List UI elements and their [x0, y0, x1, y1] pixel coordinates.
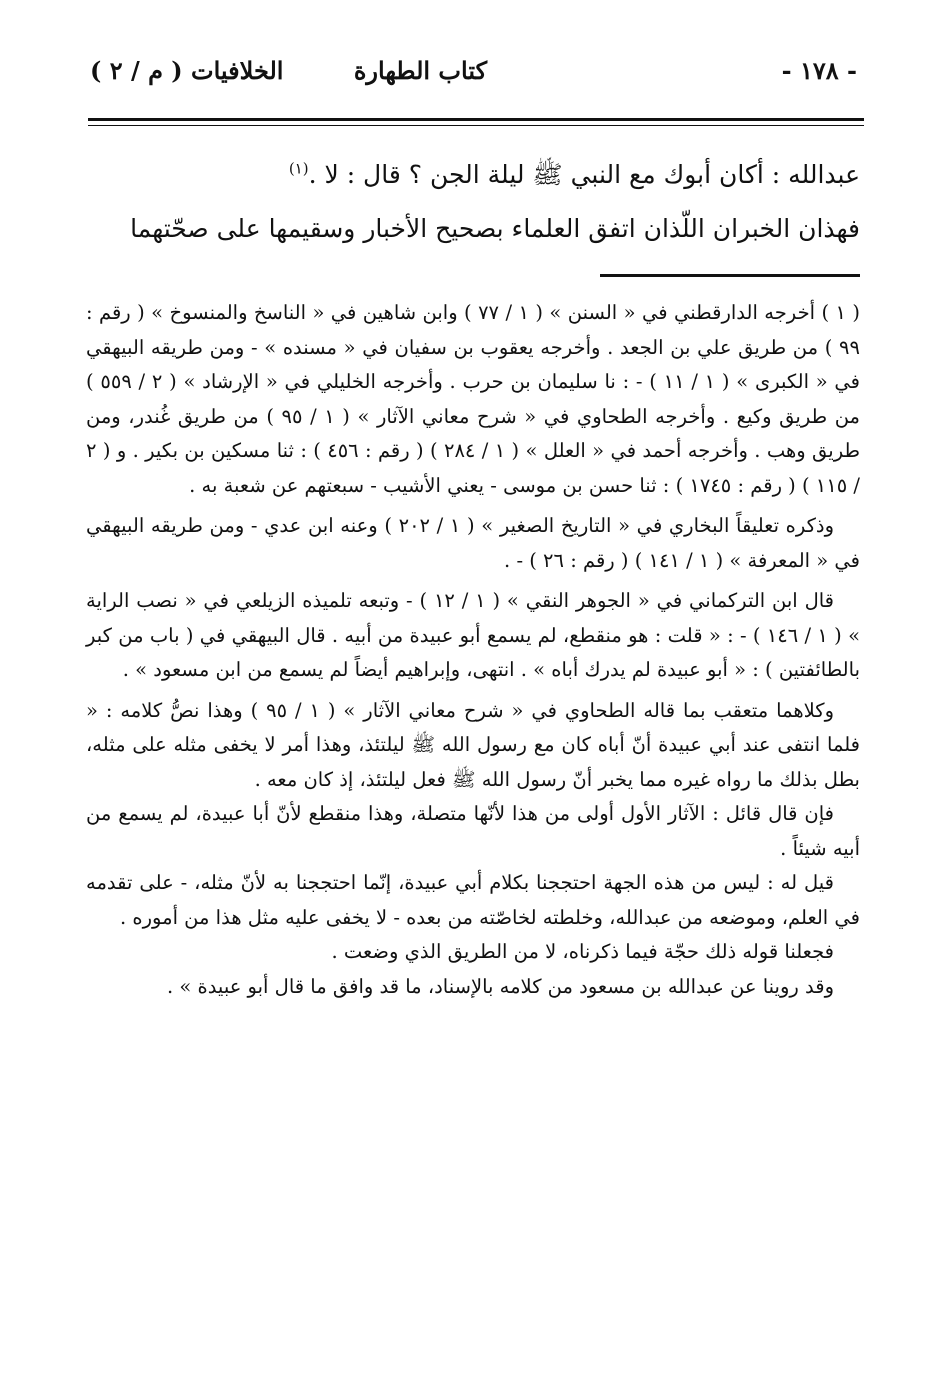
page-number: - ١٧٨ -	[781, 56, 857, 85]
header-rule-thick	[88, 118, 864, 121]
section-title: الخلافيات ( م / ٢ )	[90, 56, 284, 85]
footnote-reference: (١)	[288, 159, 309, 178]
footnote-paragraph: قال ابن التركماني في « الجوهر النقي » ( ١ / ١٢ ) - وتبعه تلميذه الزيلعي في « نصب الراية » ( ١ / ١٤٦ ) - : « قلت : هو منقطع، لم يسمع أبو عبيدة من أبيه . قال البيهقي في ( باب من كبر بالطائفتين ) : « أبو عبيدة لم يدرك أباه » . انتهى، وإبراهيم أيضاً لم يسمع من ابن مسعود » .	[86, 589, 861, 681]
footnotes	[86, 296, 860, 1004]
page-header	[90, 50, 857, 94]
footnote-paragraph: وذكره تعليقاً البخاري في « التاريخ الصغير » ( ١ / ٢٠٢ ) وعنه ابن عدي - ومن طريقه البيهقي في « المعرفة » ( ١ / ١٤١ ) ( رقم : ٢٦ ) - .	[86, 514, 860, 572]
footnote-separator	[600, 274, 860, 277]
main-line-text: عبدالله : أكان أبوك مع النبي ﷺ ليلة الجن ؟ قال : لا .	[308, 160, 860, 189]
main-line	[86, 148, 860, 202]
header-rule-thin	[88, 125, 864, 126]
footnote-paragraph: وقد روينا عن عبدالله بن مسعود من كلامه بالإسناد، ما قد وافق ما قال أبو عبيدة » .	[166, 974, 834, 998]
footnote-paragraph: فجعلنا قوله ذلك حجّة فيما ذكرناه، لا من الطريق الذي وضعت .	[331, 940, 834, 963]
footnote-paragraph: فإن قال قائل : الآثار الأول أولى من هذا لأنّها متصلة، وهذا منقطع لأنّ أبا عبيدة، لم يسمع من أبيه شيئاً .	[86, 802, 860, 860]
main-line: فهذان الخبران اللّذان اتفق العلماء بصحيح الأخبار وسقيمها على صحّتهما	[130, 214, 860, 243]
footnote-paragraph: قيل له : ليس من هذه الجهة احتججنا بكلام أبي عبيدة، إنّما احتججنا به لأنّ مثله، - على تقدمه في العلم، وموضعه من عبدالله، وخلطته لخاصّته من بعده - لا يخفى عليه مثل هذا من أموره .	[86, 871, 860, 929]
main-text	[86, 148, 860, 256]
footnote-paragraph: ( ١ ) أخرجه الدارقطني في « السنن » ( ١ / ٧٧ ) وابن شاهين في « الناسخ والمنسوخ » ( رقم : ٩٩ ) من طريق علي بن الجعد . وأخرجه يعقوب بن سفيان في « مسنده » - ومن طريقه البيهقي في « الكبرى » ( ١ / ١١ ) - : نا سليمان بن حرب . وأخرجه الخليلي في « الإرشاد » ( ٢ / ٥٥٩ ) من طريق وكيع . وأخرجه الطحاوي في « شرح معاني الآثار » ( ١ / ٩٥ ) من طريق غُندر، ومن طريق وهب . وأخرجه أحمد في « العلل » ( ١ / ٢٨٤ ) ( رقم : ٤٥٦ ) : ثنا مسكين بن بكير . و ( ٢ / ١١٥ ) ( رقم : ١٧٤٥ ) : ثنا حسن بن موسى - يعني الأشيب - سبعتهم عن شعبة به .	[86, 301, 861, 497]
footnote-paragraph: وكلاهما متعقب بما قاله الطحاوي في « شرح معاني الآثار » ( ١ / ٩٥ ) وهذا نصُّ كلامه : « فلما انتفى عند أبي عبيدة أنّ أباه كان مع رسول الله ﷺ ليلتئذ، وهذا أمر لا يخفى مثله على مثله، بطل بذلك ما رواه غيره مما يخبر أنّ رسول الله ﷺ فعل ليلتئذ، إذ كان معه .	[86, 698, 860, 791]
book-title: كتاب الطهارة	[353, 56, 487, 85]
